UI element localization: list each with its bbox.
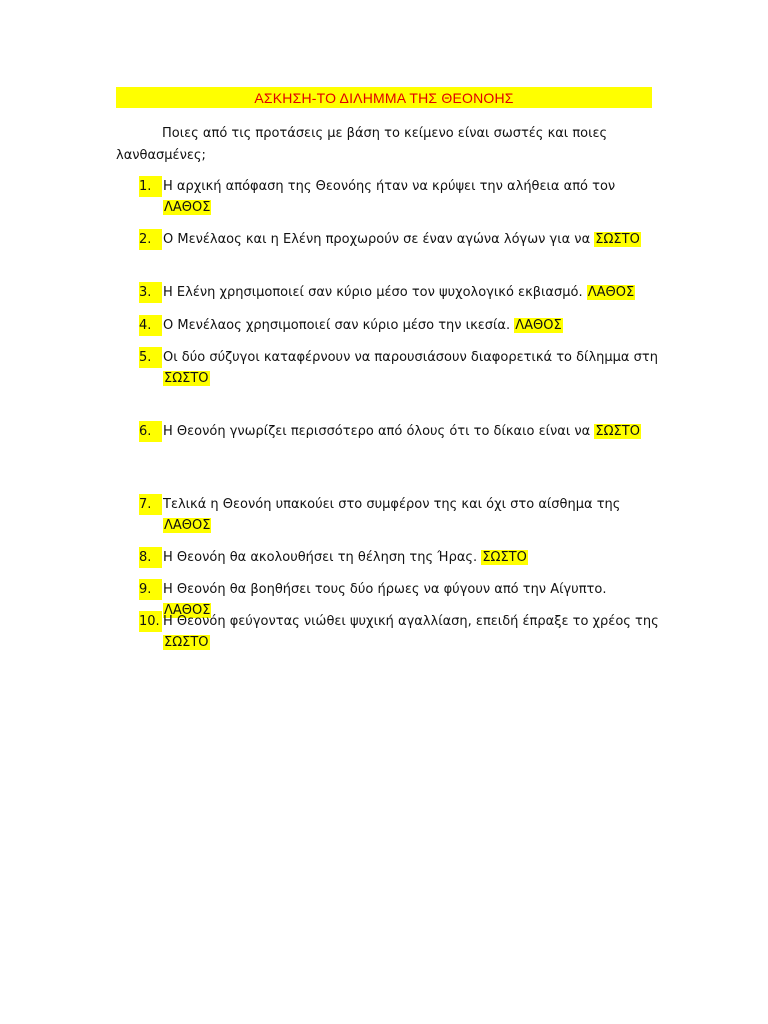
item-number: 9. [139, 579, 162, 600]
item-text: Ο Μενέλαος χρησιμοποιεί σαν κύριο μέσο την ικεσία. ΛΑΘΟΣ [163, 318, 562, 333]
list-item [139, 611, 659, 653]
item-text: Ο Μενέλαος και η Ελένη προχωρούν σε έναν αγώνα λόγων για να ΣΩΣΤΟ [163, 232, 640, 247]
list-item [139, 282, 659, 303]
list-item [139, 229, 659, 250]
item-number: 2. [139, 229, 162, 250]
item-number: 6. [139, 421, 162, 442]
answer-badge: ΛΑΘΟΣ [164, 603, 211, 618]
answer-badge: ΣΩΣΤΟ [164, 371, 209, 386]
list-item [139, 347, 659, 389]
item-number: 8. [139, 547, 162, 568]
list-item [139, 421, 659, 442]
answer-badge: ΣΩΣΤΟ [164, 635, 209, 650]
item-number: 7. [139, 494, 162, 515]
answer-badge: ΣΩΣΤΟ [595, 232, 640, 247]
item-text: Η αρχική απόφαση της Θεονόης ήταν να κρύψει την αλήθεια από τον ΛΑΘΟΣ [163, 179, 616, 215]
item-text: Η Θεονόη θα βοηθήσει τους δύο ήρωες να φύγουν από την Αίγυπτο. ΛΑΘΟΣ [163, 582, 607, 618]
item-number: 10. [139, 611, 162, 632]
answer-badge: ΣΩΣΤΟ [482, 550, 527, 565]
item-number: 5. [139, 347, 162, 368]
title-banner [116, 87, 652, 108]
item-text: Η Ελένη χρησιμοποιεί σαν κύριο μέσο τον ψυχολογικό εκβιασμό. ΛΑΘΟΣ [163, 285, 635, 300]
answer-badge: ΛΑΘΟΣ [164, 200, 211, 215]
item-text: Οι δύο σύζυγοι καταφέρνουν να παρουσιάσουν διαφορετικά το δίλημμα στη ΣΩΣΤΟ [163, 350, 658, 386]
list-item [139, 176, 659, 218]
intro-question: Ποιες από τις προτάσεις με βάση το κείμενο είναι σωστές και ποιες λανθασμένες; [116, 126, 608, 163]
answer-badge: ΛΑΘΟΣ [515, 318, 562, 333]
item-number: 3. [139, 282, 162, 303]
answer-badge: ΛΑΘΟΣ [587, 285, 635, 300]
item-number: 4. [139, 315, 162, 336]
list-item [139, 315, 659, 336]
document-title: ΑΣΚΗΣΗ-ΤΟ ΔΙΛΗΜΜΑ ΤΗΣ ΘΕΟΝΟΗΣ [254, 89, 514, 106]
item-number: 1. [139, 176, 162, 197]
item-text: Η Θεονόη θα ακολουθήσει τη θέληση της Ήρας. ΣΩΣΤΟ [163, 550, 527, 565]
answer-badge: ΣΩΣΤΟ [595, 424, 640, 439]
list-item [139, 547, 659, 568]
answer-badge: ΛΑΘΟΣ [164, 518, 211, 533]
item-text: Η Θεονόη φεύγοντας νιώθει ψυχική αγαλλίαση, επειδή έπραξε το χρέος της ΣΩΣΤΟ [163, 614, 659, 650]
item-text: Η Θεονόη γνωρίζει περισσότερο από όλους ότι το δίκαιο είναι να ΣΩΣΤΟ [163, 424, 640, 439]
item-text: Τελικά η Θεονόη υπακούει στο συμφέρον της και όχι στο αίσθημα της ΛΑΘΟΣ [163, 497, 621, 533]
list-item [139, 494, 659, 536]
